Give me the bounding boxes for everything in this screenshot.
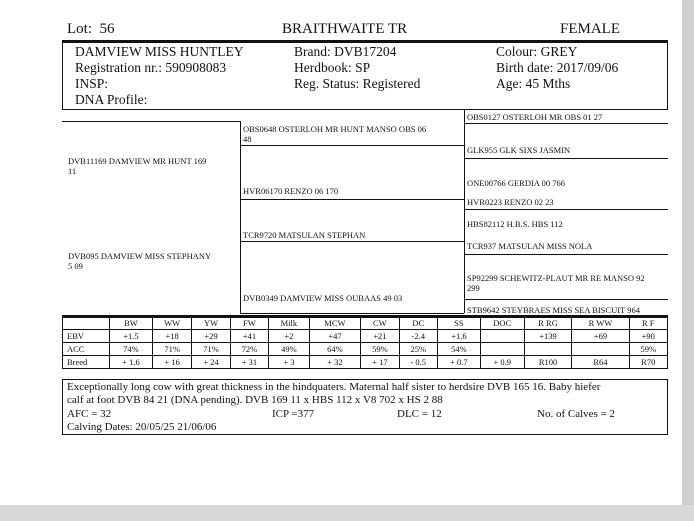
table-cell: + 16 xyxy=(152,356,191,369)
table-cell xyxy=(524,343,572,356)
table-cell: + 31 xyxy=(230,356,268,369)
pedigree-sire: DVB11169 DAMVIEW MR HUNT 169 11 xyxy=(68,156,207,176)
pedigree-line xyxy=(240,145,464,146)
pedigree-ggp-7: SP92299 SCHEWITZ-PLAUT MR RE MANSO 92 299 xyxy=(467,273,645,293)
table-cell: - 0.5 xyxy=(399,356,437,369)
table-cell: +18 xyxy=(152,330,191,343)
dlc-value: DLC = 12 xyxy=(397,408,442,420)
pedigree-ggp-5: HBS82112 H.B.S. HBS 112 xyxy=(467,219,563,229)
pedigree-sire-sire: OBS0648 OSTERLOH MR HUNT MANSO OBS 06 48 xyxy=(243,124,427,144)
table-cell: 71% xyxy=(152,343,191,356)
table-cell xyxy=(572,343,629,356)
table-cell: R64 xyxy=(572,356,629,369)
animal-name: DAMVIEW MISS HUNTLEY xyxy=(75,44,244,59)
comment-line-2: calf at foot DVB 84 21 (DNA pending). DVB 169 11 x HBS 112 x V8 702 x HS 2 88 xyxy=(67,394,443,406)
pedigree-line xyxy=(464,299,668,300)
table-cell: 59% xyxy=(361,343,399,356)
ebv-header-cell: R WW xyxy=(572,317,629,330)
afc-value: AFC = 32 xyxy=(67,408,112,420)
table-cell: 54% xyxy=(437,343,480,356)
table-cell: EBV xyxy=(63,330,110,343)
calving-dates: Calving Dates: 20/05/25 21/06/06 xyxy=(67,421,217,433)
herdbook-field: Herdbook: SP xyxy=(294,60,371,75)
pedigree-sire-dam: HVR06170 RENZO 06 170 xyxy=(243,186,339,196)
birth-date-field: Birth date: 2017/09/06 xyxy=(496,60,619,75)
ebv-header-cell: R F xyxy=(629,317,667,330)
table-cell: 64% xyxy=(309,343,360,356)
dna-profile-field: DNA Profile: xyxy=(75,92,148,107)
pedigree-ggp-4: HVR0223 RENZO 02 23 xyxy=(467,197,554,207)
registration-number: Registration nr.: 590908083 xyxy=(75,60,227,75)
table-cell: +47 xyxy=(309,330,360,343)
colour-field: Colour: GREY xyxy=(496,44,578,59)
calves-count: No. of Calves = 2 xyxy=(537,408,615,420)
ebv-header-row xyxy=(63,317,668,330)
ebv-header-cell: YW xyxy=(192,317,230,330)
ebv-header-cell: SS xyxy=(437,317,480,330)
table-cell: R100 xyxy=(524,356,572,369)
pedigree-line xyxy=(62,121,240,122)
table-cell: 59% xyxy=(629,343,667,356)
page-edge-shadow xyxy=(682,0,694,521)
table-cell: + 1.6 xyxy=(110,356,153,369)
ebv-header-cell: BW xyxy=(110,317,153,330)
insp-field: INSP: xyxy=(75,76,109,91)
reg-status-field: Reg. Status: Registered xyxy=(294,76,421,91)
table-cell: -2.4 xyxy=(399,330,437,343)
table-cell: 49% xyxy=(269,343,310,356)
pedigree-line xyxy=(240,199,464,200)
ebv-row-ebv xyxy=(63,330,668,343)
table-cell: + 3 xyxy=(269,356,310,369)
table-cell: 25% xyxy=(399,343,437,356)
pedigree-ggp-6: TCR937 MATSULAN MISS NOLA xyxy=(467,241,593,251)
lot-number: 56 xyxy=(99,21,115,37)
ebv-row-breed xyxy=(63,356,668,369)
pedigree-line xyxy=(464,110,465,313)
breeder-name: BRAITHWAITE TR xyxy=(282,21,408,37)
table-cell: +90 xyxy=(629,330,667,343)
pedigree-ggp-2: GLK955 GLK SIXS JASMIN xyxy=(467,145,571,155)
table-cell: +139 xyxy=(524,330,572,343)
ebv-header-cell: MCW xyxy=(309,317,360,330)
comment-line-1: Exceptionally long cow with great thickness in the hindquaters. Maternal half sister to herdsire DVB 165 16. Baby hiefer xyxy=(67,381,601,393)
table-cell: +1.6 xyxy=(437,330,480,343)
table-cell: + 0.9 xyxy=(480,356,524,369)
icp-value: ICP =377 xyxy=(272,408,315,420)
ebv-header-cell xyxy=(63,317,110,330)
pedigree-dam-sire: TCR9720 MATSULAN STEPHAN xyxy=(243,230,366,240)
brand-field: Brand: DVB17204 xyxy=(294,44,397,59)
table-cell: ACC xyxy=(63,343,110,356)
pedigree-line xyxy=(464,209,668,210)
ebv-row-acc xyxy=(63,343,668,356)
table-cell: +21 xyxy=(361,330,399,343)
ebv-header-cell: WW xyxy=(152,317,191,330)
table-cell: 72% xyxy=(230,343,268,356)
table-cell: +69 xyxy=(572,330,629,343)
table-cell: + 0.7 xyxy=(437,356,480,369)
table-cell xyxy=(480,330,524,343)
age-field: Age: 45 Mths xyxy=(496,76,571,91)
pedigree-line xyxy=(240,241,464,242)
ebv-header-cell: R RG xyxy=(524,317,572,330)
table-cell: +2 xyxy=(269,330,310,343)
pedigree-line xyxy=(464,158,668,159)
pedigree-line xyxy=(464,254,668,255)
ebv-header-cell: CW xyxy=(361,317,399,330)
pedigree-line xyxy=(464,123,668,124)
ebv-header-cell: FW xyxy=(230,317,268,330)
table-cell: +1.5 xyxy=(110,330,153,343)
pedigree-dam: DVB095 DAMVIEW MISS STEPHANY 5 09 xyxy=(68,251,212,271)
table-cell: + 17 xyxy=(361,356,399,369)
ebv-header-cell: Milk xyxy=(269,317,310,330)
ebv-header-cell: DC xyxy=(399,317,437,330)
pedigree-line xyxy=(240,121,241,313)
table-cell: +29 xyxy=(192,330,230,343)
ebv-header-cell: DOC xyxy=(480,317,524,330)
pedigree-dam-dam: DVB0349 DAMVIEW MISS OUBAAS 49 03 xyxy=(243,293,403,303)
page-bottom-shadow xyxy=(0,505,694,521)
ebv-table xyxy=(62,317,668,369)
table-cell: R70 xyxy=(629,356,667,369)
table-cell: + 24 xyxy=(192,356,230,369)
table-cell: Breed xyxy=(63,356,110,369)
pedigree-line xyxy=(240,313,464,314)
table-cell xyxy=(480,343,524,356)
pedigree-ggp-1: OBS0127 OSTERLOH MR OBS 01 27 xyxy=(467,112,603,122)
pedigree-ggp-8: STB9642 STEYBRAES MISS SEA BISCUIT 964 xyxy=(467,305,640,315)
pedigree-ggp-3: ONE00766 GERDIA 00 766 xyxy=(467,178,565,188)
table-cell: + 32 xyxy=(309,356,360,369)
lot-label: Lot: 56 xyxy=(67,21,115,37)
animal-sex: FEMALE xyxy=(560,21,620,37)
table-cell: 71% xyxy=(192,343,230,356)
table-cell: +41 xyxy=(230,330,268,343)
table-cell: 74% xyxy=(110,343,153,356)
